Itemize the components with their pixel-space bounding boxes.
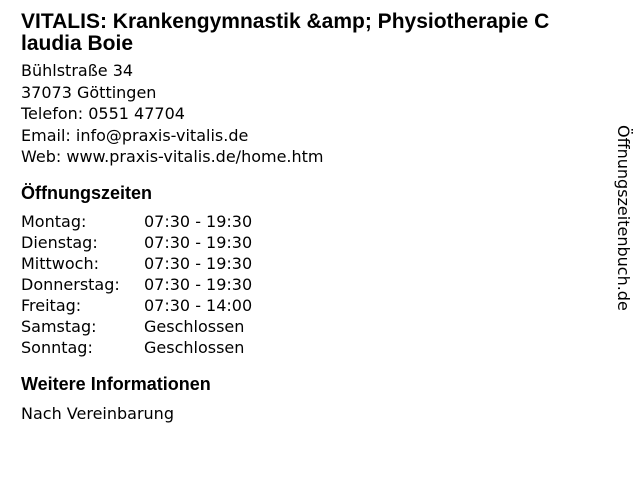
hours-row-tuesday — [21, 232, 640, 253]
hours-row-thursday — [21, 274, 640, 295]
more-info-text: Nach Vereinbarung — [21, 403, 174, 423]
day-label: Samstag: — [21, 316, 97, 336]
contact-block — [21, 60, 640, 168]
hours-row-sunday — [21, 337, 640, 358]
time-value: 07:30 - 19:30 — [144, 232, 253, 252]
time-value: 07:30 - 19:30 — [144, 253, 253, 273]
time-value: 07:30 - 19:30 — [144, 211, 253, 231]
hours-row-monday — [21, 211, 640, 232]
hours-row-saturday — [21, 316, 640, 337]
web-line: Web: www.praxis-vitalis.de/home.htm — [21, 147, 324, 166]
day-label: Sonntag: — [21, 337, 93, 357]
more-info-heading: Weitere Informationen — [21, 373, 211, 394]
watermark-oeffnungszeitenbuch: Öffnungszeitenbuch.de — [614, 125, 633, 311]
email-line: Email: info@praxis-vitalis.de — [21, 125, 249, 145]
opening-hours-heading: Öffnungszeiten — [21, 182, 152, 203]
page-title-line-1: VITALIS: Krankengymnastik &amp; Physiotherapie C — [21, 10, 550, 33]
day-label: Donnerstag: — [21, 274, 120, 294]
time-value: Geschlossen — [144, 316, 245, 336]
time-value: 07:30 - 19:30 — [144, 274, 253, 294]
day-label: Montag: — [21, 211, 87, 231]
city-address: 37073 Göttingen — [21, 82, 157, 102]
day-label: Dienstag: — [21, 232, 98, 252]
time-value: Geschlossen — [144, 337, 245, 357]
street-address: Bühlstraße 34 — [21, 61, 134, 80]
page-title-line-2: laudia Boie — [21, 32, 134, 55]
day-label: Freitag: — [21, 295, 82, 315]
hours-row-wednesday — [21, 253, 640, 274]
phone-line: Telefon: 0551 47704 — [21, 104, 185, 123]
day-label: Mittwoch: — [21, 253, 99, 273]
hours-row-friday — [21, 295, 640, 316]
page-title — [21, 11, 621, 55]
opening-hours-table — [21, 211, 640, 358]
time-value: 07:30 - 14:00 — [144, 295, 253, 315]
